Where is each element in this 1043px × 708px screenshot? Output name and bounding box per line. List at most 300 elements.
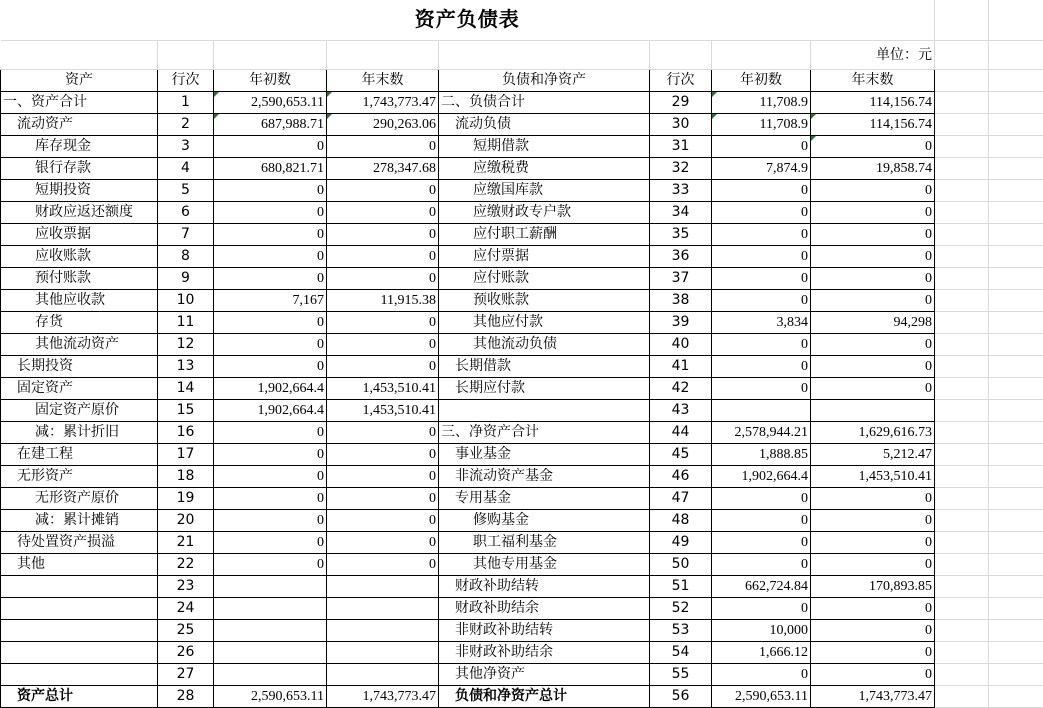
asset-row-no[interactable]: 25: [158, 619, 214, 641]
asset-row-no[interactable]: 13: [158, 355, 214, 377]
grid-cell[interactable]: [935, 0, 989, 40]
grid-cell[interactable]: [989, 421, 1043, 443]
asset-row-no[interactable]: 1: [158, 91, 214, 113]
liability-label[interactable]: 短期借款: [439, 135, 650, 157]
asset-row-no[interactable]: 18: [158, 465, 214, 487]
liability-row-no[interactable]: 49: [650, 531, 712, 553]
asset-label[interactable]: 银行存款: [1, 157, 158, 179]
liability-end-value[interactable]: 1,453,510.41: [811, 465, 935, 487]
liability-end-value[interactable]: 0: [811, 597, 935, 619]
liability-end-value[interactable]: 0: [811, 531, 935, 553]
asset-end-value[interactable]: 11,915.38: [327, 289, 439, 311]
header-end-2[interactable]: 年末数: [811, 69, 935, 91]
grid-cell[interactable]: [935, 289, 989, 311]
liability-begin-value[interactable]: 1,902,664.4: [712, 465, 811, 487]
liability-row-no[interactable]: 48: [650, 509, 712, 531]
liability-row-no[interactable]: 54: [650, 641, 712, 663]
liability-row-no[interactable]: 50: [650, 553, 712, 575]
liability-end-value[interactable]: 0: [811, 333, 935, 355]
asset-row-no[interactable]: 12: [158, 333, 214, 355]
liability-end-value[interactable]: 1,629,616.73: [811, 421, 935, 443]
grid-cell[interactable]: [989, 597, 1043, 619]
liability-end-value[interactable]: 0: [811, 553, 935, 575]
asset-label[interactable]: 短期投资: [1, 179, 158, 201]
liability-label[interactable]: 长期借款: [439, 355, 650, 377]
asset-end-value[interactable]: [327, 619, 439, 641]
asset-begin-value[interactable]: 0: [214, 443, 327, 465]
grid-cell[interactable]: [989, 663, 1043, 685]
asset-end-value[interactable]: 0: [327, 531, 439, 553]
asset-end-value[interactable]: 1,743,773.47: [327, 685, 439, 707]
grid-cell[interactable]: [989, 311, 1043, 333]
liability-end-value[interactable]: 5,212.47: [811, 443, 935, 465]
grid-cell[interactable]: [989, 40, 1043, 69]
grid-cell[interactable]: [989, 201, 1043, 223]
liability-row-no[interactable]: 52: [650, 597, 712, 619]
asset-end-value[interactable]: 0: [327, 465, 439, 487]
grid-cell[interactable]: [935, 311, 989, 333]
header-assets[interactable]: 资产: [1, 69, 158, 91]
liability-begin-value[interactable]: 2,590,653.11: [712, 685, 811, 707]
asset-end-value[interactable]: 0: [327, 135, 439, 157]
asset-row-no[interactable]: 5: [158, 179, 214, 201]
grid-cell[interactable]: [935, 531, 989, 553]
grid-cell[interactable]: [989, 487, 1043, 509]
grid-cell[interactable]: [935, 377, 989, 399]
liability-begin-value[interactable]: 0: [712, 289, 811, 311]
asset-label[interactable]: 一、资产合计: [1, 91, 158, 113]
asset-begin-value[interactable]: 2,590,653.11: [214, 685, 327, 707]
liability-label[interactable]: 应缴国库款: [439, 179, 650, 201]
asset-end-value[interactable]: 0: [327, 553, 439, 575]
asset-end-value[interactable]: 1,453,510.41: [327, 377, 439, 399]
asset-end-value[interactable]: [327, 597, 439, 619]
liability-begin-value[interactable]: 0: [712, 135, 811, 157]
liability-row-no[interactable]: 33: [650, 179, 712, 201]
asset-label[interactable]: 其他流动资产: [1, 333, 158, 355]
grid-cell[interactable]: [935, 443, 989, 465]
asset-row-no[interactable]: 11: [158, 311, 214, 333]
asset-end-value[interactable]: 0: [327, 311, 439, 333]
liability-row-no[interactable]: 36: [650, 245, 712, 267]
liability-end-value[interactable]: 0: [811, 641, 935, 663]
grid-cell[interactable]: [1, 40, 158, 69]
grid-cell[interactable]: [935, 575, 989, 597]
asset-begin-value[interactable]: 0: [214, 179, 327, 201]
asset-begin-value[interactable]: 1,902,664.4: [214, 377, 327, 399]
liability-label[interactable]: 其他应付款: [439, 311, 650, 333]
asset-row-no[interactable]: 15: [158, 399, 214, 421]
grid-cell[interactable]: [935, 685, 989, 707]
asset-label[interactable]: 存货: [1, 311, 158, 333]
grid-cell[interactable]: [989, 443, 1043, 465]
liability-row-no[interactable]: 31: [650, 135, 712, 157]
grid-cell[interactable]: [935, 91, 989, 113]
grid-cell[interactable]: [935, 113, 989, 135]
asset-begin-value[interactable]: [214, 597, 327, 619]
asset-begin-value[interactable]: 0: [214, 311, 327, 333]
asset-begin-value[interactable]: [214, 575, 327, 597]
grid-cell[interactable]: [989, 289, 1043, 311]
liability-begin-value[interactable]: 0: [712, 245, 811, 267]
grid-cell[interactable]: [989, 113, 1043, 135]
header-row-no-2[interactable]: 行次: [650, 69, 712, 91]
asset-label[interactable]: 减：累计摊销: [1, 509, 158, 531]
liability-label[interactable]: 流动负债: [439, 113, 650, 135]
asset-begin-value[interactable]: 0: [214, 201, 327, 223]
asset-row-no[interactable]: 23: [158, 575, 214, 597]
asset-label[interactable]: 其他: [1, 553, 158, 575]
asset-row-no[interactable]: 10: [158, 289, 214, 311]
asset-begin-value[interactable]: 0: [214, 553, 327, 575]
asset-label[interactable]: 资产总计: [1, 685, 158, 707]
liability-end-value[interactable]: 0: [811, 663, 935, 685]
asset-row-no[interactable]: 17: [158, 443, 214, 465]
grid-cell[interactable]: [935, 267, 989, 289]
asset-begin-value[interactable]: 0: [214, 531, 327, 553]
liability-row-no[interactable]: 43: [650, 399, 712, 421]
asset-row-no[interactable]: 3: [158, 135, 214, 157]
grid-cell[interactable]: [989, 0, 1043, 40]
grid-cell[interactable]: [935, 421, 989, 443]
asset-begin-value[interactable]: 0: [214, 245, 327, 267]
asset-row-no[interactable]: 14: [158, 377, 214, 399]
asset-row-no[interactable]: 2: [158, 113, 214, 135]
asset-row-no[interactable]: 9: [158, 267, 214, 289]
liability-row-no[interactable]: 55: [650, 663, 712, 685]
liability-begin-value[interactable]: 0: [712, 223, 811, 245]
asset-label[interactable]: 固定资产: [1, 377, 158, 399]
liability-label[interactable]: 非财政补助结转: [439, 619, 650, 641]
asset-label[interactable]: [1, 575, 158, 597]
unit-label[interactable]: 单位：元: [811, 40, 935, 69]
liability-end-value[interactable]: 19,858.74: [811, 157, 935, 179]
grid-cell[interactable]: [989, 377, 1043, 399]
grid-cell[interactable]: [935, 553, 989, 575]
liability-begin-value[interactable]: 0: [712, 377, 811, 399]
grid-cell[interactable]: [935, 509, 989, 531]
grid-cell[interactable]: [989, 267, 1043, 289]
asset-end-value[interactable]: 1,453,510.41: [327, 399, 439, 421]
liability-row-no[interactable]: 35: [650, 223, 712, 245]
asset-row-no[interactable]: 26: [158, 641, 214, 663]
asset-begin-value[interactable]: 2,590,653.11: [214, 91, 327, 113]
liability-begin-value[interactable]: 0: [712, 179, 811, 201]
grid-cell[interactable]: [935, 619, 989, 641]
liability-begin-value[interactable]: 0: [712, 531, 811, 553]
liability-row-no[interactable]: 29: [650, 91, 712, 113]
asset-row-no[interactable]: 19: [158, 487, 214, 509]
asset-begin-value[interactable]: 0: [214, 509, 327, 531]
asset-begin-value[interactable]: 0: [214, 487, 327, 509]
grid-cell[interactable]: [989, 399, 1043, 421]
liability-row-no[interactable]: 30: [650, 113, 712, 135]
grid-cell[interactable]: [935, 465, 989, 487]
liability-begin-value[interactable]: 0: [712, 267, 811, 289]
asset-end-value[interactable]: 0: [327, 179, 439, 201]
header-liabilities[interactable]: 负债和净资产: [439, 69, 650, 91]
grid-cell[interactable]: [214, 40, 327, 69]
grid-cell[interactable]: [712, 40, 811, 69]
liability-end-value[interactable]: 94,298: [811, 311, 935, 333]
liability-row-no[interactable]: 34: [650, 201, 712, 223]
grid-cell[interactable]: [935, 641, 989, 663]
asset-label[interactable]: 无形资产原价: [1, 487, 158, 509]
asset-end-value[interactable]: 1,743,773.47: [327, 91, 439, 113]
asset-end-value[interactable]: 0: [327, 443, 439, 465]
asset-end-value[interactable]: [327, 575, 439, 597]
grid-cell[interactable]: [935, 40, 989, 69]
liability-label[interactable]: 应付票据: [439, 245, 650, 267]
grid-cell[interactable]: [935, 487, 989, 509]
asset-end-value[interactable]: 0: [327, 333, 439, 355]
liability-end-value[interactable]: 0: [811, 289, 935, 311]
asset-begin-value[interactable]: [214, 663, 327, 685]
liability-label[interactable]: 应付职工薪酬: [439, 223, 650, 245]
grid-cell[interactable]: [989, 355, 1043, 377]
liability-begin-value[interactable]: 0: [712, 553, 811, 575]
asset-label[interactable]: 预付账款: [1, 267, 158, 289]
liability-label[interactable]: 专用基金: [439, 487, 650, 509]
liability-begin-value[interactable]: 0: [712, 509, 811, 531]
asset-label[interactable]: 财政应返还额度: [1, 201, 158, 223]
liability-label[interactable]: 非流动资产基金: [439, 465, 650, 487]
liability-row-no[interactable]: 42: [650, 377, 712, 399]
grid-cell[interactable]: [935, 223, 989, 245]
liability-label[interactable]: 其他专用基金: [439, 553, 650, 575]
liability-end-value[interactable]: 0: [811, 201, 935, 223]
asset-end-value[interactable]: 0: [327, 509, 439, 531]
liability-begin-value[interactable]: 11,708.9: [712, 113, 811, 135]
asset-row-no[interactable]: 22: [158, 553, 214, 575]
liability-label[interactable]: 应缴财政专户款: [439, 201, 650, 223]
header-end[interactable]: 年末数: [327, 69, 439, 91]
liability-begin-value[interactable]: 1,888.85: [712, 443, 811, 465]
asset-begin-value[interactable]: 0: [214, 421, 327, 443]
header-begin[interactable]: 年初数: [214, 69, 327, 91]
asset-end-value[interactable]: 0: [327, 245, 439, 267]
liability-label[interactable]: 三、净资产合计: [439, 421, 650, 443]
liability-row-no[interactable]: 32: [650, 157, 712, 179]
asset-begin-value[interactable]: [214, 641, 327, 663]
asset-begin-value[interactable]: 0: [214, 333, 327, 355]
asset-end-value[interactable]: 0: [327, 487, 439, 509]
liability-end-value[interactable]: 0: [811, 245, 935, 267]
asset-begin-value[interactable]: 1,902,664.4: [214, 399, 327, 421]
liability-label[interactable]: 其他流动负债: [439, 333, 650, 355]
liability-end-value[interactable]: 0: [811, 223, 935, 245]
asset-row-no[interactable]: 4: [158, 157, 214, 179]
liability-row-no[interactable]: 51: [650, 575, 712, 597]
grid-cell[interactable]: [935, 355, 989, 377]
asset-label[interactable]: 流动资产: [1, 113, 158, 135]
liability-end-value[interactable]: 0: [811, 267, 935, 289]
liability-row-no[interactable]: 38: [650, 289, 712, 311]
asset-label[interactable]: 长期投资: [1, 355, 158, 377]
liability-begin-value[interactable]: 0: [712, 663, 811, 685]
grid-cell[interactable]: [439, 40, 650, 69]
asset-row-no[interactable]: 6: [158, 201, 214, 223]
grid-cell[interactable]: [989, 553, 1043, 575]
asset-label[interactable]: 固定资产原价: [1, 399, 158, 421]
liability-end-value[interactable]: 0: [811, 487, 935, 509]
asset-begin-value[interactable]: 7,167: [214, 289, 327, 311]
asset-row-no[interactable]: 8: [158, 245, 214, 267]
liability-end-value[interactable]: 1,743,773.47: [811, 685, 935, 707]
liability-end-value[interactable]: [811, 399, 935, 421]
liability-row-no[interactable]: 46: [650, 465, 712, 487]
asset-end-value[interactable]: 0: [327, 421, 439, 443]
liability-end-value[interactable]: 114,156.74: [811, 113, 935, 135]
liability-begin-value[interactable]: 0: [712, 355, 811, 377]
asset-label[interactable]: 在建工程: [1, 443, 158, 465]
asset-begin-value[interactable]: 680,821.71: [214, 157, 327, 179]
liability-label[interactable]: 预收账款: [439, 289, 650, 311]
grid-cell[interactable]: [935, 69, 989, 91]
liability-begin-value[interactable]: 0: [712, 597, 811, 619]
asset-row-no[interactable]: 20: [158, 509, 214, 531]
grid-cell[interactable]: [935, 157, 989, 179]
asset-end-value[interactable]: 0: [327, 355, 439, 377]
sheet-title[interactable]: 资产负债表: [1, 0, 935, 40]
liability-begin-value[interactable]: 1,666.12: [712, 641, 811, 663]
grid-cell[interactable]: [935, 245, 989, 267]
asset-row-no[interactable]: 24: [158, 597, 214, 619]
liability-begin-value[interactable]: 0: [712, 201, 811, 223]
liability-row-no[interactable]: 47: [650, 487, 712, 509]
liability-end-value[interactable]: 0: [811, 377, 935, 399]
asset-label[interactable]: 无形资产: [1, 465, 158, 487]
asset-end-value[interactable]: 0: [327, 267, 439, 289]
asset-label[interactable]: [1, 597, 158, 619]
liability-begin-value[interactable]: 11,708.9: [712, 91, 811, 113]
liability-begin-value[interactable]: 0: [712, 487, 811, 509]
asset-row-no[interactable]: 27: [158, 663, 214, 685]
liability-begin-value[interactable]: 10,000: [712, 619, 811, 641]
grid-cell[interactable]: [158, 40, 214, 69]
asset-label[interactable]: 其他应收款: [1, 289, 158, 311]
asset-end-value[interactable]: 0: [327, 201, 439, 223]
grid-cell[interactable]: [989, 575, 1043, 597]
asset-end-value[interactable]: [327, 663, 439, 685]
liability-row-no[interactable]: 41: [650, 355, 712, 377]
liability-begin-value[interactable]: 0: [712, 333, 811, 355]
asset-label[interactable]: 待处置资产损溢: [1, 531, 158, 553]
liability-label[interactable]: 职工福利基金: [439, 531, 650, 553]
liability-begin-value[interactable]: 662,724.84: [712, 575, 811, 597]
asset-end-value[interactable]: 0: [327, 223, 439, 245]
liability-end-value[interactable]: 0: [811, 179, 935, 201]
asset-row-no[interactable]: 7: [158, 223, 214, 245]
grid-cell[interactable]: [989, 641, 1043, 663]
liability-label[interactable]: 应缴税费: [439, 157, 650, 179]
liability-begin-value[interactable]: 2,578,944.21: [712, 421, 811, 443]
grid-cell[interactable]: [989, 135, 1043, 157]
asset-begin-value[interactable]: 0: [214, 135, 327, 157]
header-begin-2[interactable]: 年初数: [712, 69, 811, 91]
asset-row-no[interactable]: 28: [158, 685, 214, 707]
liability-end-value[interactable]: 0: [811, 355, 935, 377]
liability-row-no[interactable]: 44: [650, 421, 712, 443]
liability-label[interactable]: 修购基金: [439, 509, 650, 531]
liability-end-value[interactable]: 170,893.85: [811, 575, 935, 597]
grid-cell[interactable]: [935, 135, 989, 157]
grid-cell[interactable]: [989, 91, 1043, 113]
asset-begin-value[interactable]: 687,988.71: [214, 113, 327, 135]
asset-begin-value[interactable]: 0: [214, 355, 327, 377]
asset-end-value[interactable]: 290,263.06: [327, 113, 439, 135]
grid-cell[interactable]: [989, 223, 1043, 245]
grid-cell[interactable]: [989, 531, 1043, 553]
liability-label[interactable]: 二、负债合计: [439, 91, 650, 113]
liability-row-no[interactable]: 56: [650, 685, 712, 707]
liability-row-no[interactable]: 37: [650, 267, 712, 289]
grid-cell[interactable]: [935, 597, 989, 619]
asset-row-no[interactable]: 16: [158, 421, 214, 443]
liability-row-no[interactable]: 39: [650, 311, 712, 333]
liability-end-value[interactable]: 0: [811, 619, 935, 641]
grid-cell[interactable]: [935, 333, 989, 355]
liability-row-no[interactable]: 45: [650, 443, 712, 465]
grid-cell[interactable]: [989, 619, 1043, 641]
liability-end-value[interactable]: 0: [811, 135, 935, 157]
asset-label[interactable]: 减：累计折旧: [1, 421, 158, 443]
liability-begin-value[interactable]: 7,874.9: [712, 157, 811, 179]
liability-end-value[interactable]: 114,156.74: [811, 91, 935, 113]
asset-label[interactable]: [1, 619, 158, 641]
asset-begin-value[interactable]: 0: [214, 465, 327, 487]
grid-cell[interactable]: [650, 40, 712, 69]
asset-row-no[interactable]: 21: [158, 531, 214, 553]
asset-label[interactable]: [1, 641, 158, 663]
asset-begin-value[interactable]: 0: [214, 267, 327, 289]
grid-cell[interactable]: [989, 157, 1043, 179]
grid-cell[interactable]: [935, 399, 989, 421]
liability-label[interactable]: 财政补助结余: [439, 597, 650, 619]
liability-label[interactable]: 负债和净资产总计: [439, 685, 650, 707]
liability-end-value[interactable]: 0: [811, 509, 935, 531]
liability-label[interactable]: [439, 399, 650, 421]
grid-cell[interactable]: [989, 509, 1043, 531]
asset-label[interactable]: 应收票据: [1, 223, 158, 245]
asset-end-value[interactable]: [327, 641, 439, 663]
grid-cell[interactable]: [327, 40, 439, 69]
grid-cell[interactable]: [935, 201, 989, 223]
grid-cell[interactable]: [935, 179, 989, 201]
grid-cell[interactable]: [935, 663, 989, 685]
liability-begin-value[interactable]: 3,834: [712, 311, 811, 333]
liability-label[interactable]: 事业基金: [439, 443, 650, 465]
asset-label[interactable]: 库存现金: [1, 135, 158, 157]
grid-cell[interactable]: [989, 69, 1043, 91]
asset-begin-value[interactable]: [214, 619, 327, 641]
liability-label[interactable]: 非财政补助结余: [439, 641, 650, 663]
liability-label[interactable]: 应付账款: [439, 267, 650, 289]
liability-row-no[interactable]: 53: [650, 619, 712, 641]
grid-cell[interactable]: [989, 685, 1043, 707]
grid-cell[interactable]: [989, 333, 1043, 355]
asset-label[interactable]: [1, 663, 158, 685]
liability-label[interactable]: 财政补助结转: [439, 575, 650, 597]
liability-label[interactable]: 长期应付款: [439, 377, 650, 399]
liability-begin-value[interactable]: [712, 399, 811, 421]
grid-cell[interactable]: [989, 465, 1043, 487]
asset-begin-value[interactable]: 0: [214, 223, 327, 245]
grid-cell[interactable]: [989, 245, 1043, 267]
asset-label[interactable]: 应收账款: [1, 245, 158, 267]
liability-label[interactable]: 其他净资产: [439, 663, 650, 685]
header-row-no[interactable]: 行次: [158, 69, 214, 91]
